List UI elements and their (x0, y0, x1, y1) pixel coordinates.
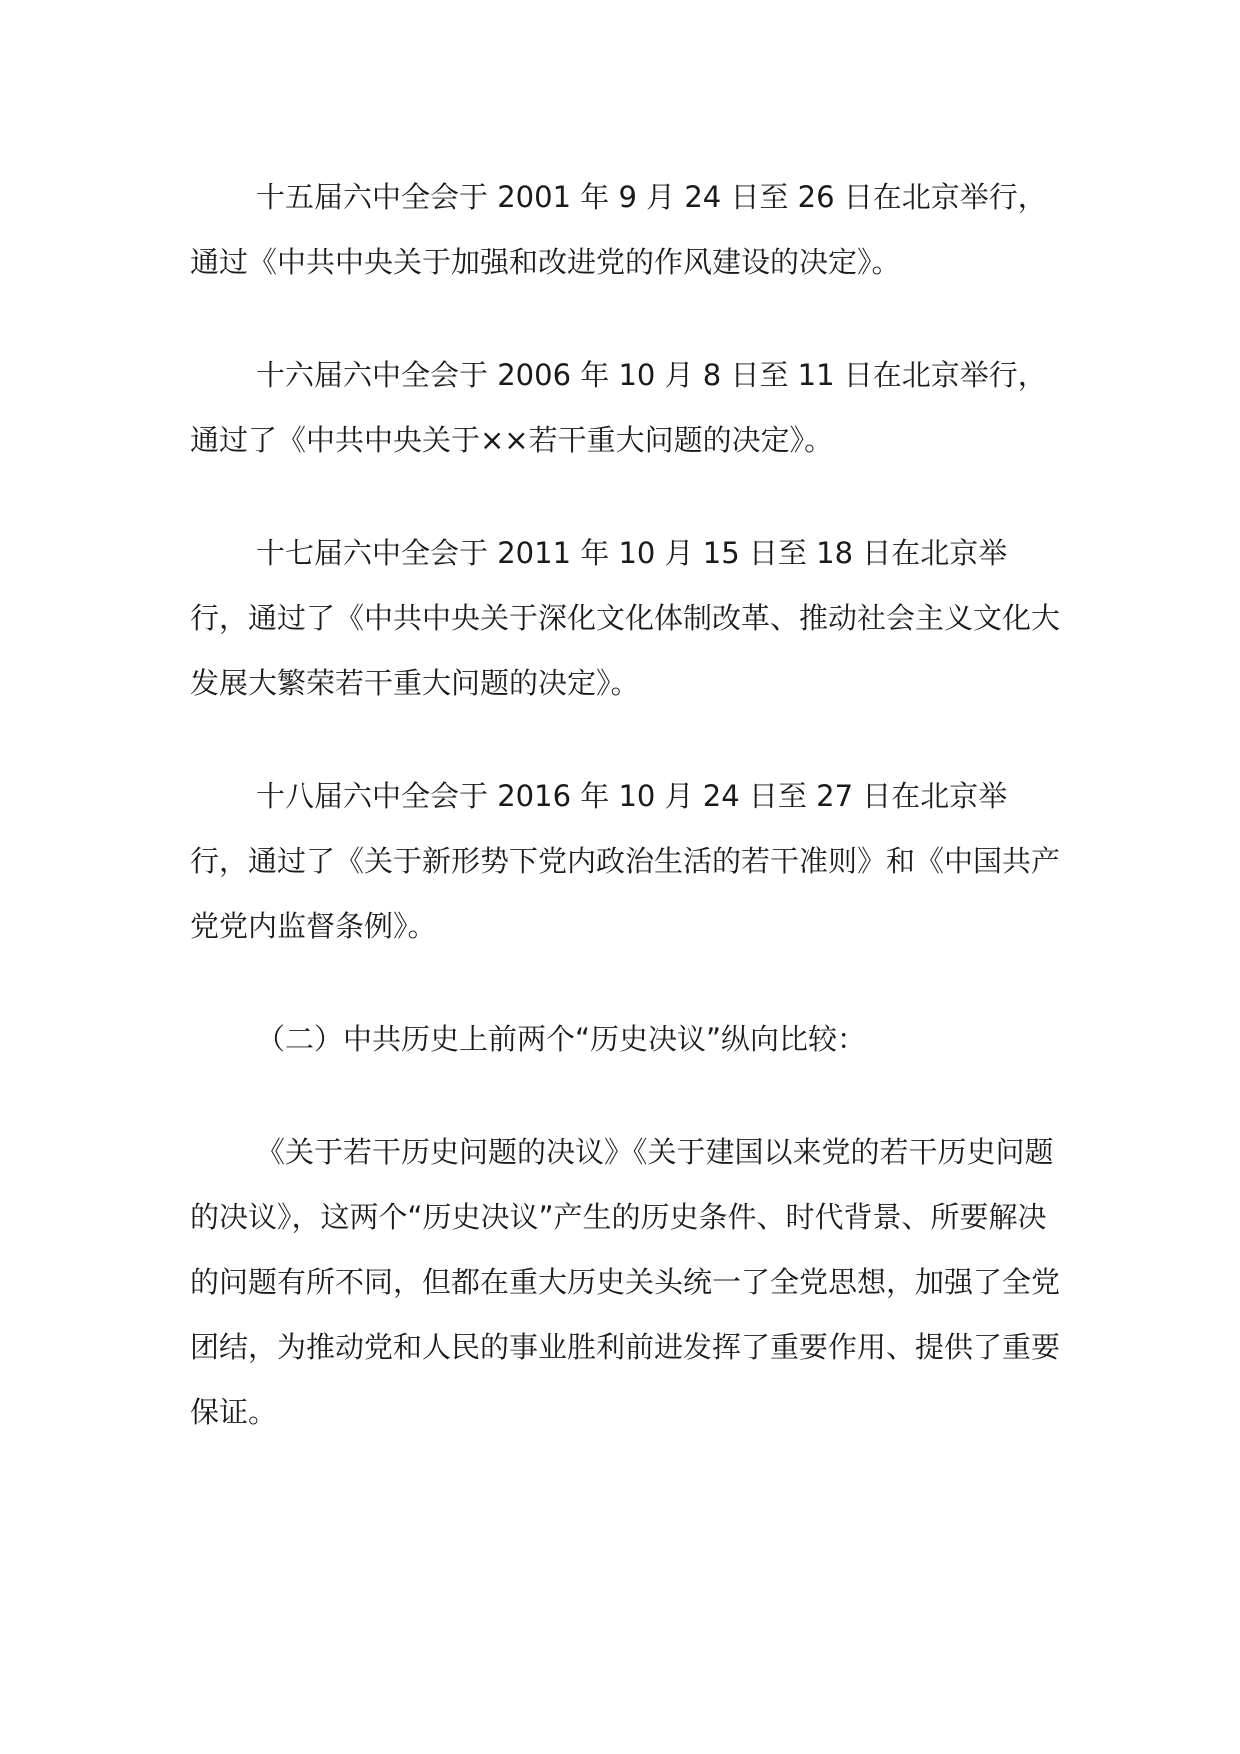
paragraph-16th-plenum: 十六届六中全会于 2006 年 10 月 8 日至 11 日在北京举行，通过了《中共中央关于××若干重大问题的决定》。 (190, 358, 1047, 457)
paragraph-15th-plenum: 十五届六中全会于 2001 年 9 月 24 日至 26 日在北京举行，通过《中共中央关于加强和改进党的作风建设的决定》。 (190, 180, 1047, 279)
paragraph-17th-plenum: 十七届六中全会于 2011 年 10 月 15 日至 18 日在北京举行，通过了《中共中央关于深化文化体制改革、推动社会主义文化大发展大繁荣若干重大问题的决定》。 (190, 536, 1061, 700)
section-heading: （二）中共历史上前两个“历史决议”纵向比较： (256, 1022, 867, 1056)
paragraph-18th-plenum: 十八届六中全会于 2016 年 10 月 24 日至 27 日在北京举行，通过了《关于新形势下党内政治生活的若干准则》和《中国共产党党内监督条例》。 (190, 779, 1061, 943)
paragraph-resolutions-comparison: 《关于若干历史问题的决议》《关于建国以来党的若干历史问题的决议》，这两个“历史决议”产生的历史条件、时代背景、所要解决的问题有所不同，但都在重大历史关头统一了全党思想，加强了全党团结，为推动党和人民的事业胜利前进发挥了重要作用、提供了重要保证。 (190, 1135, 1061, 1429)
document-body (190, 165, 1065, 1493)
